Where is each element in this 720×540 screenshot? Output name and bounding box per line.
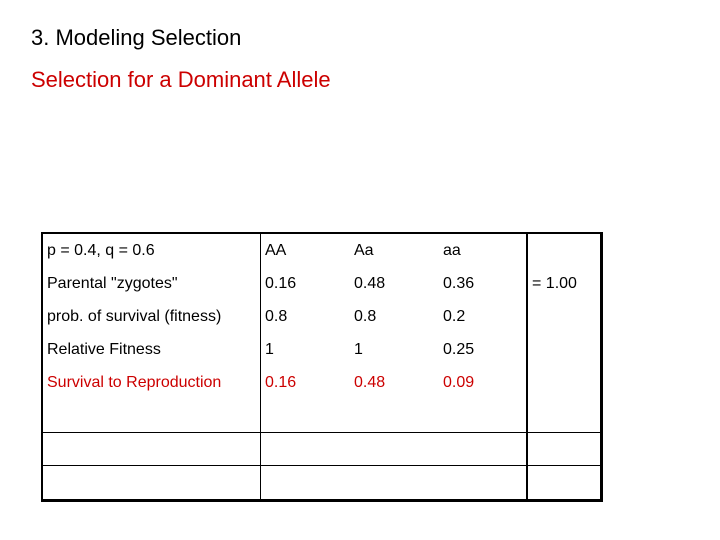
- table-row: [43, 267, 600, 300]
- table-cell-empty: [527, 333, 600, 366]
- header-extra-cell: [527, 234, 600, 267]
- table-cell-empty: [527, 400, 600, 433]
- total-note: = 1.00: [527, 267, 600, 300]
- table-cell: 0.16: [261, 367, 351, 400]
- table-cell-empty: [350, 433, 439, 466]
- table-header-row: [43, 234, 600, 267]
- table-row: [43, 333, 600, 366]
- table-cell-empty: [527, 433, 600, 466]
- table-cell: 1: [261, 333, 351, 366]
- header-col-Aa: Aa: [354, 241, 374, 259]
- slide-title: 3. Modeling Selection: [31, 25, 242, 50]
- header-col-aa: aa: [443, 241, 461, 259]
- table-row: [43, 300, 600, 333]
- genotype-table: [41, 232, 603, 502]
- table-cell: 0.48: [354, 374, 386, 392]
- table-cell: 0.16: [261, 267, 351, 300]
- table-cell-empty: [43, 466, 261, 499]
- table-row-empty: [43, 466, 600, 499]
- table-cell: 1: [354, 340, 363, 358]
- header-col-AA: AA: [261, 234, 351, 267]
- row-label-parental-zygotes: Parental "zygotes": [47, 274, 178, 292]
- genotype-table-grid: [43, 234, 600, 499]
- slide-subtitle: Selection for a Dominant Allele: [31, 67, 331, 92]
- header-label-cell: p = 0.4, q = 0.6: [47, 241, 155, 259]
- table-cell: 0.2: [443, 307, 466, 325]
- table-row-empty: [43, 433, 600, 466]
- table-cell: 0.36: [443, 274, 475, 292]
- table-row-empty: [43, 400, 600, 433]
- table-cell-empty: [527, 367, 600, 400]
- row-label-fitness: prob. of survival (fitness): [47, 307, 222, 325]
- table-cell-empty: [527, 466, 600, 499]
- row-label-relative-fitness: Relative Fitness: [47, 340, 161, 358]
- table-cell: 0.8: [354, 307, 377, 325]
- table-cell: 0.48: [354, 274, 386, 292]
- table-cell-empty: [43, 433, 261, 466]
- table-row: [43, 367, 600, 400]
- table-cell-empty: [261, 433, 351, 466]
- table-cell-empty: [261, 400, 351, 433]
- table-cell-empty: [439, 466, 527, 499]
- table-cell: 0.8: [261, 300, 351, 333]
- table-cell-empty: [43, 400, 261, 433]
- table-cell-empty: [439, 400, 527, 433]
- table-cell: 0.25: [443, 340, 475, 358]
- table-cell-empty: [350, 400, 439, 433]
- table-cell-empty: [350, 466, 439, 499]
- table-cell-empty: [261, 466, 351, 499]
- table-cell: 0.09: [443, 374, 475, 392]
- table-cell-empty: [527, 300, 600, 333]
- table-cell-empty: [439, 433, 527, 466]
- row-label-survival: Survival to Reproduction: [47, 374, 222, 392]
